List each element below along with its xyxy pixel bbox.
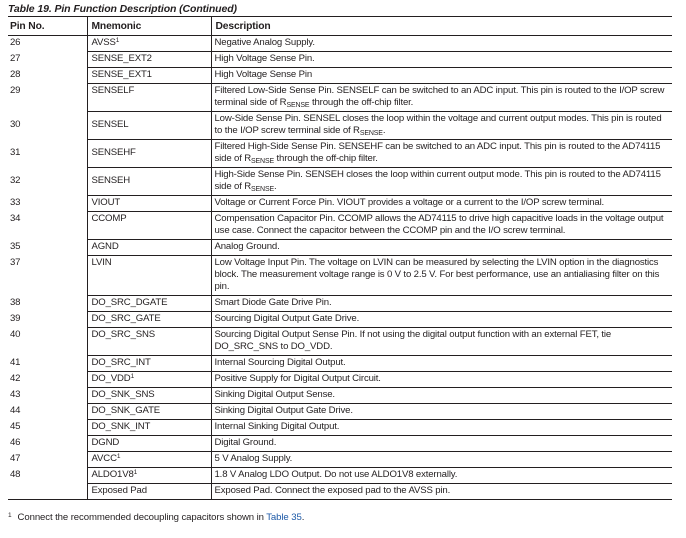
mnemonic: DO_VDD [91,373,131,384]
table-row [8,484,672,500]
subscript: SENSE [286,102,310,109]
mnemonic: AVCC [91,453,117,464]
description: High Voltage Sense Pin [211,68,672,84]
table-row [8,212,672,240]
pin-number: 48 [10,468,21,480]
pin-number: 46 [10,436,21,448]
pin-number: 27 [10,52,21,64]
description: Sinking Digital Output Sense. [211,388,672,404]
description-text-end: . [274,181,277,192]
pin-number: 34 [10,212,21,224]
mnemonic: DO_SRC_SNS [87,328,211,356]
description: High Voltage Sense Pin. [211,52,672,68]
mnemonic: DO_SNK_INT [87,420,211,436]
table-footnote [8,510,672,524]
mnemonic-cell [87,36,211,52]
mnemonic: SENSEL [87,112,211,140]
footnote-end: . [301,512,305,523]
mnemonic-cell [87,452,211,468]
description-text-end: through the off-chip filter. [309,97,414,108]
subscript: SENSE [251,158,274,165]
description: Positive Supply for Digital Output Circuit. [211,372,672,388]
mnemonic: SENSE_EXT2 [87,52,211,68]
table-row [8,388,672,404]
description-text-end: . [382,125,386,136]
pin-number: 44 [10,404,21,416]
footnote-ref: 1 [116,453,121,460]
table-row [8,36,672,52]
description-text: Low-Side Sense Pin. SENSEL closes the loop within the voltage and current output modes. This pin is routed to the I/OP screw terminal side of R [214,113,662,136]
table-row [8,372,672,388]
description: Analog Ground. [211,240,672,256]
pin-number: 26 [10,37,21,48]
pin-number: 37 [10,256,21,268]
description: Digital Ground. [211,436,672,452]
mnemonic: SENSELF [87,84,211,112]
table-row [8,112,672,140]
header-mnemonic: Mnemonic [87,17,211,36]
footnote-text: Connect the recommended decoupling capacitors shown in [17,512,267,523]
table-row [8,468,672,484]
table-row [8,68,672,84]
subscript: SENSE [251,186,274,193]
table-35-link[interactable]: Table 35 [266,512,302,523]
pin-number: 33 [10,196,21,208]
description: 5 V Analog Supply. [211,452,672,468]
pin-number: 39 [10,312,21,324]
pin-number: 32 [10,175,21,186]
pin-number: 47 [10,452,21,464]
mnemonic: ALDO1V8 [91,469,134,480]
mnemonic: SENSE_EXT1 [87,68,211,84]
pin-number: 29 [10,84,21,96]
pin-number: 31 [10,147,21,158]
mnemonic: AVSS [91,37,116,48]
description: Exposed Pad. Connect the exposed pad to the AVSS pin. [211,484,672,500]
description [211,112,672,140]
table-row [8,140,672,168]
description: Smart Diode Gate Drive Pin. [211,296,672,312]
mnemonic: CCOMP [87,212,211,240]
table-title: Table 19. Pin Function Description (Continued) [8,3,237,15]
table-row [8,168,672,196]
footnote-ref: 1 [130,373,135,380]
pin-number: 38 [10,296,21,308]
description: Low Voltage Input Pin. The voltage on LVIN can be measured by selecting the LVIN option in the diagnostics block. The measurement voltage range is 0 V to 2.5 V. For best performance, use an antialiasing filter on this pin. [211,256,672,296]
pin-number: 43 [10,388,21,400]
subscript: SENSE [359,130,383,137]
footnote-mark: 1 [8,512,12,519]
pin-number: 40 [10,328,21,340]
description-text: High-Side Sense Pin. SENSEH closes the loop within current output mode. This pin is routed to the AD74115 side of R [214,169,661,192]
mnemonic: SENSEHF [87,140,211,168]
table-row [8,328,672,356]
mnemonic: Exposed Pad [87,484,211,500]
table-row [8,420,672,436]
table-row [8,256,672,296]
mnemonic: DO_SRC_GATE [87,312,211,328]
mnemonic-cell [87,468,211,484]
mnemonic: DO_SNK_SNS [87,388,211,404]
description: Compensation Capacitor Pin. CCOMP allows the AD74115 to drive high capacitive loads in the voltage output use case. Connect the capacitor between the CCOMP pin and the I/O screw terminal. [211,212,672,240]
pin-number: 42 [10,372,21,384]
mnemonic: DO_SNK_GATE [87,404,211,420]
pin-function-table [8,16,672,500]
mnemonic: DO_SRC_DGATE [87,296,211,312]
pin-function-table-section [8,3,672,524]
mnemonic: DGND [87,436,211,452]
description: Internal Sourcing Digital Output. [211,356,672,372]
description [211,84,672,112]
pin-number: 35 [10,240,21,252]
mnemonic: SENSEH [87,168,211,196]
description: Sinking Digital Output Gate Drive. [211,404,672,420]
mnemonic: LVIN [87,256,211,296]
table-row [8,404,672,420]
mnemonic-cell [87,372,211,388]
mnemonic: DO_SRC_INT [87,356,211,372]
table-row [8,240,672,256]
header-pin-no: Pin No. [8,17,87,36]
pin-number: 45 [10,420,21,432]
description: Sourcing Digital Output Sense Pin. If not using the digital output function with an external FET, tie DO_SRC_SNS to DO_VDD. [211,328,672,356]
table-row [8,452,672,468]
table-row [8,196,672,212]
description: Voltage or Current Force Pin. VIOUT provides a voltage or a current to the I/OP screw terminal. [211,196,672,212]
pin-number: 30 [10,119,21,130]
header-description: Description [211,17,672,36]
mnemonic: VIOUT [87,196,211,212]
table-row [8,84,672,112]
table-row [8,296,672,312]
description [211,168,672,196]
table-row [8,52,672,68]
description-text: Filtered Low-Side Sense Pin. SENSELF can be switched to an ADC input. This pin is routed to the I/OP screw terminal side of R [214,85,665,108]
pin-number: 28 [10,68,21,80]
mnemonic: AGND [87,240,211,256]
footnote-ref: 1 [133,469,138,476]
pin-number: 41 [10,356,21,368]
footnote-ref: 1 [115,37,120,44]
table-row [8,312,672,328]
table-row [8,436,672,452]
pin-number [8,484,87,500]
description: Internal Sinking Digital Output. [211,420,672,436]
description: 1.8 V Analog LDO Output. Do not use ALDO1V8 externally. [211,468,672,484]
table-header-row [8,17,672,36]
description: Sourcing Digital Output Gate Drive. [211,312,672,328]
table-row [8,356,672,372]
description-text-end: through the off-chip filter. [274,153,378,164]
description-text: Filtered High-Side Sense Pin. SENSEHF can be switched to an ADC input. This pin is routed to the AD74115 side of R [214,141,661,164]
description: Negative Analog Supply. [211,36,672,52]
description [211,140,672,168]
